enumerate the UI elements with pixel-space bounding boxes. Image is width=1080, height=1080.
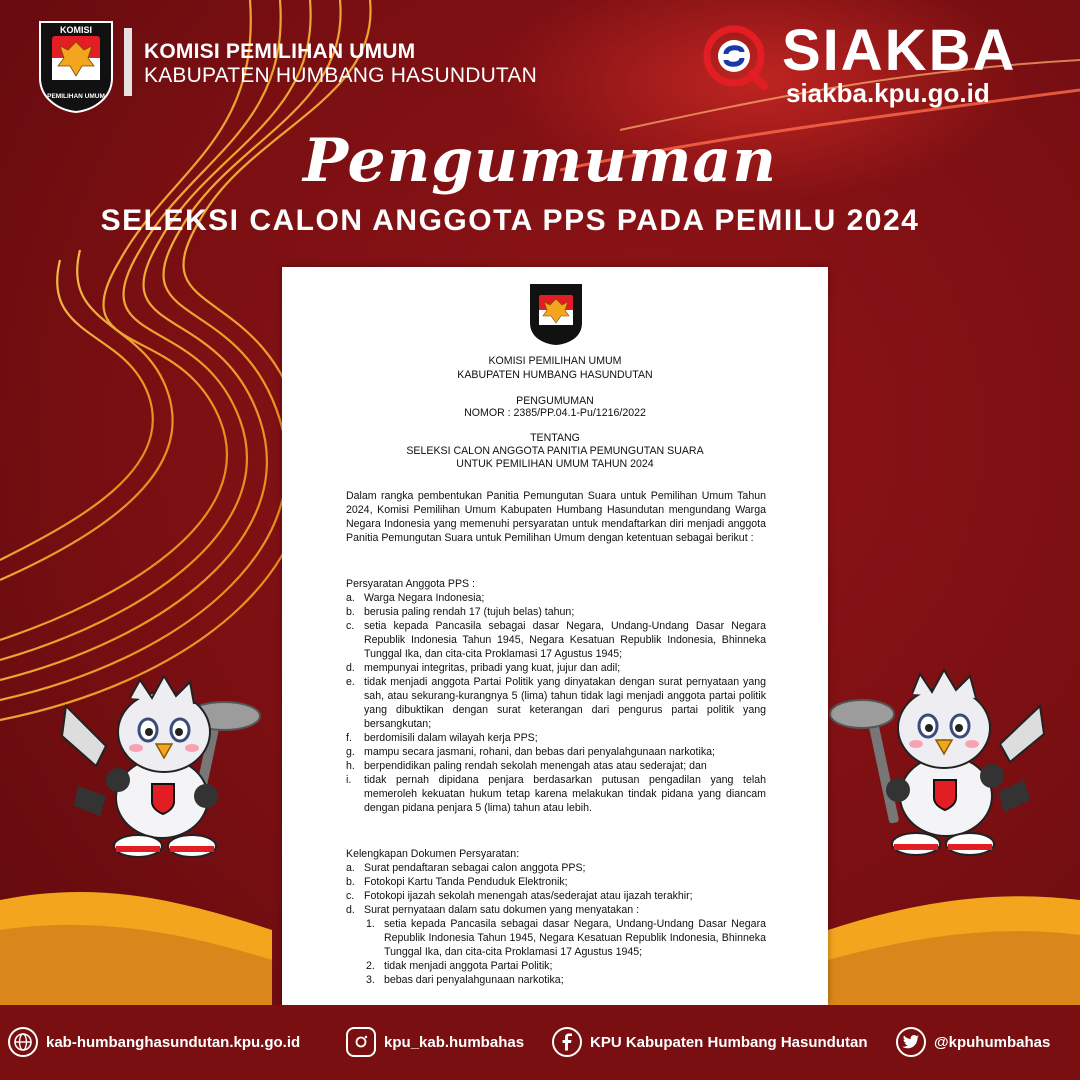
list-item: i. tidak pernah dipidana penjara berdasarkan putusan pengadilan yang telah memeroleh kekuatan hukum tetap karena melakukan tindak pidana yang diancam dengan pidana penjara 5 (lima) tahun atau lebih. [346, 774, 766, 814]
twitter-icon [896, 1027, 926, 1057]
document-about: TENTANG [530, 432, 580, 444]
facebook-icon [552, 1027, 582, 1057]
list-item: f. berdomisili dalam wilayah kerja PPS; [346, 732, 538, 744]
kpu-logo-arc-text: PEMILIHAN UMUM [47, 93, 105, 100]
footer-website-label: kab-humbanghasundutan.kpu.go.id [46, 1033, 301, 1051]
list-item: 2. tidak menjadi anggota Partai Politik; [366, 960, 553, 972]
instagram-icon [346, 1027, 376, 1057]
footer-facebook[interactable] [552, 1027, 868, 1057]
footer-bar [0, 1005, 1080, 1080]
siakba-logo-icon [700, 24, 770, 90]
list-item: b. berusia paling rendah 17 (tujuh belas) tahun; [346, 606, 575, 618]
globe-icon [8, 1027, 38, 1057]
list-item: b. Fotokopi Kartu Tanda Penduduk Elektronik; [346, 876, 568, 888]
document-subject-line1: SELEKSI CALON ANGGOTA PANITIA PEMUNGUTAN SUARA [406, 445, 704, 457]
document-number: NOMOR : 2385/PP.04.1-Pu/1216/2022 [464, 407, 646, 419]
list-item: c. Fotokopi ijazah sekolah menengah atas/sederajat atau ijazah terakhir; [346, 890, 693, 902]
list-item: 1. setia kepada Pancasila sebagai dasar Negara, Undang-Undang Dasar Negara Republik Indonesia Tahun 1945, Negara Kesatuan Republik Indonesia, Bhinneka Tunggal Ika, dan cita-cita Proklamasi 17 Agustus 1945; [366, 918, 766, 958]
mascot-eagle-right-icon [828, 666, 1050, 860]
document-org-line2: KABUPATEN HUMBANG HASUNDUTAN [457, 369, 653, 381]
siakba-url[interactable]: siakba.kpu.go.id [786, 78, 990, 108]
list-item: d. Surat pernyataan dalam satu dokumen yang menyatakan : [346, 904, 640, 916]
statements-list [346, 917, 766, 987]
requirements-list [346, 591, 766, 815]
list-item: h. berpendidikan paling rendah sekolah menengah atas atau sederajat; dan [346, 760, 707, 772]
document-kpu-logo-icon [526, 281, 586, 347]
list-item: d. mempunyai integritas, pribadi yang kuat, jujur dan adil; [346, 662, 621, 674]
org-subtitle: KABUPATEN HUMBANG HASUNDUTAN [144, 64, 537, 87]
announcement-document [282, 267, 828, 1005]
org-name: KOMISI PEMILIHAN UMUM [144, 40, 416, 63]
mascot-eagle-left-icon [56, 676, 272, 862]
list-item: a. Warga Negara Indonesia; [346, 592, 485, 604]
footer-twitter[interactable] [896, 1027, 1050, 1057]
requirements-heading: Persyaratan Anggota PPS : [346, 578, 475, 590]
footer-facebook-label: KPU Kabupaten Humbang Hasundutan [590, 1033, 868, 1051]
document-org-line1: KOMISI PEMILIHAN UMUM [488, 355, 622, 367]
kpu-logo-text: KOMISI [59, 25, 93, 35]
footer-instagram[interactable] [346, 1027, 524, 1057]
header-divider [124, 28, 132, 96]
footer-website[interactable] [8, 1027, 300, 1057]
list-item: c. setia kepada Pancasila sebagai dasar Negara, Undang-Undang Dasar Negara Republik Indonesia Tahun 1945, Negara Kesatuan Republik Indonesia, Bhinneka Tunggal Ika, dan cita-cita Proklamasi 17 Agustus 1945; [346, 620, 766, 660]
footer-instagram-label: kpu_kab.humbahas [384, 1033, 525, 1051]
siakba-title: SIAKBA [782, 18, 1017, 83]
documents-section [346, 847, 766, 987]
documents-heading: Kelengkapan Dokumen Persyaratan: [346, 848, 520, 860]
list-item: a. Surat pendaftaran sebagai calon anggota PPS; [346, 862, 586, 874]
announcement-script-title: Pengumuman [303, 126, 777, 196]
document-intro: Dalam rangka pembentukan Panitia Pemungutan Suara untuk Pemilihan Umum Tahun 2024, Komisi Pemilihan Umum Kabupaten Humbang Hasundutan mengundang Warga Negara Indonesia yang memenuhi persyaratan untuk mendaftarkan diri menjadi anggota Panitia Pemungutan Suara untuk Pemilihan Umum dengan ketentuan sebagai berikut : [346, 490, 766, 544]
announcement-title: SELEKSI CALON ANGGOTA PPS PADA PEMILU 2024 [100, 204, 920, 237]
list-item: 3. bebas dari penyalahgunaan narkotika; [366, 974, 564, 986]
list-item: g. mampu secara jasmani, rohani, dan bebas dari penyalahgunaan narkotika; [346, 746, 715, 758]
documents-list [346, 861, 766, 917]
list-item: e. tidak menjadi anggota Partai Politik yang dinyatakan dengan surat pernyataan yang sah, atau sekurang-kurangnya 5 (lima) tahun tidak lagi menjadi anggota partai politik yang dibuktikan dengan surat keterangan dari pengurus partai politik yang bersangkutan; [346, 676, 766, 730]
document-type: PENGUMUMAN [516, 395, 594, 407]
requirements-section [346, 577, 766, 815]
kpu-logo-icon [34, 16, 118, 114]
footer-twitter-label: @kpuhumbahas [934, 1033, 1051, 1051]
document-subject-line2: UNTUK PEMILIHAN UMUM TAHUN 2024 [456, 458, 654, 470]
